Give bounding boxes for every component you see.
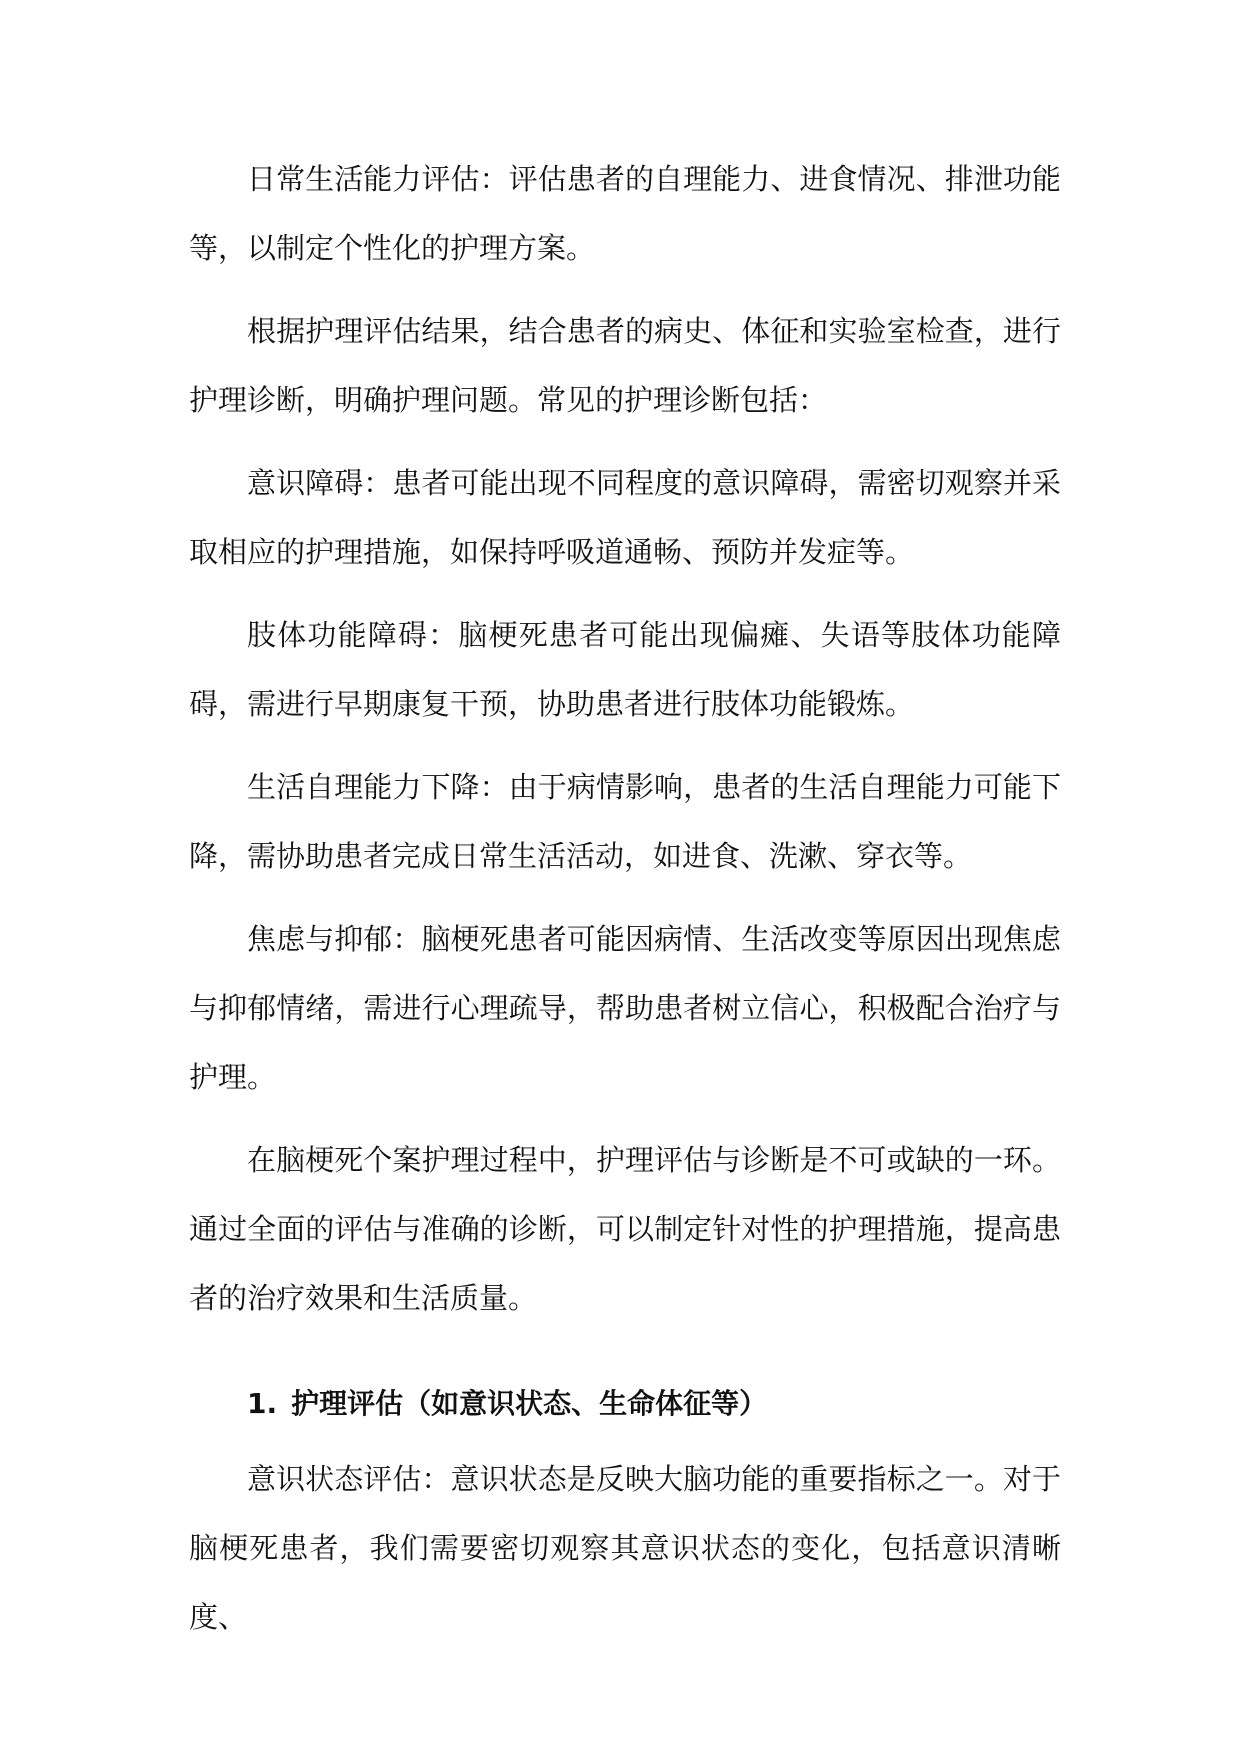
paragraph-consciousness-disorder: 意识障碍：患者可能出现不同程度的意识障碍，需密切观察并采取相应的护理措施，如保持呼吸道通畅、预防并发症等。 xyxy=(189,466,1061,569)
paragraph-self-care-decline: 生活自理能力下降：由于病情影响，患者的生活自理能力可能下降，需协助患者完成日常生活活动，如进食、洗漱、穿衣等。 xyxy=(189,770,1061,873)
paragraph-assessment-summary: 在脑梗死个案护理过程中，护理评估与诊断是不可或缺的一环。通过全面的评估与准确的诊断，可以制定针对性的护理措施，提高患者的治疗效果和生活质量。 xyxy=(189,1143,1061,1315)
paragraph-daily-living-assessment: 日常生活能力评估：评估患者的自理能力、进食情况、排泄功能等，以制定个性化的护理方案。 xyxy=(189,162,1061,265)
paragraph-anxiety-depression: 焦虑与抑郁：脑梗死患者可能因病情、生活改变等原因出现焦虑与抑郁情绪，需进行心理疏导，帮助患者树立信心，积极配合治疗与护理。 xyxy=(189,922,1061,1094)
section-heading xyxy=(189,1375,1061,1433)
paragraph-consciousness-assessment: 意识状态评估：意识状态是反映大脑功能的重要指标之一。对于脑梗死患者，我们需要密切观察其意识状态的变化，包括意识清晰度、 xyxy=(189,1462,1061,1634)
section-number: 1. xyxy=(247,1387,278,1420)
paragraph-limb-dysfunction: 肢体功能障碍：脑梗死患者可能出现偏瘫、失语等肢体功能障碍，需进行早期康复干预，协助患者进行肢体功能锻炼。 xyxy=(189,618,1061,721)
document-body xyxy=(189,145,1061,1666)
section-title: 护理评估（如意识状态、生命体征等） xyxy=(291,1387,768,1420)
paragraph-nursing-diagnosis-intro: 根据护理评估结果，结合患者的病史、体征和实验室检查，进行护理诊断，明确护理问题。常见的护理诊断包括： xyxy=(189,314,1061,417)
